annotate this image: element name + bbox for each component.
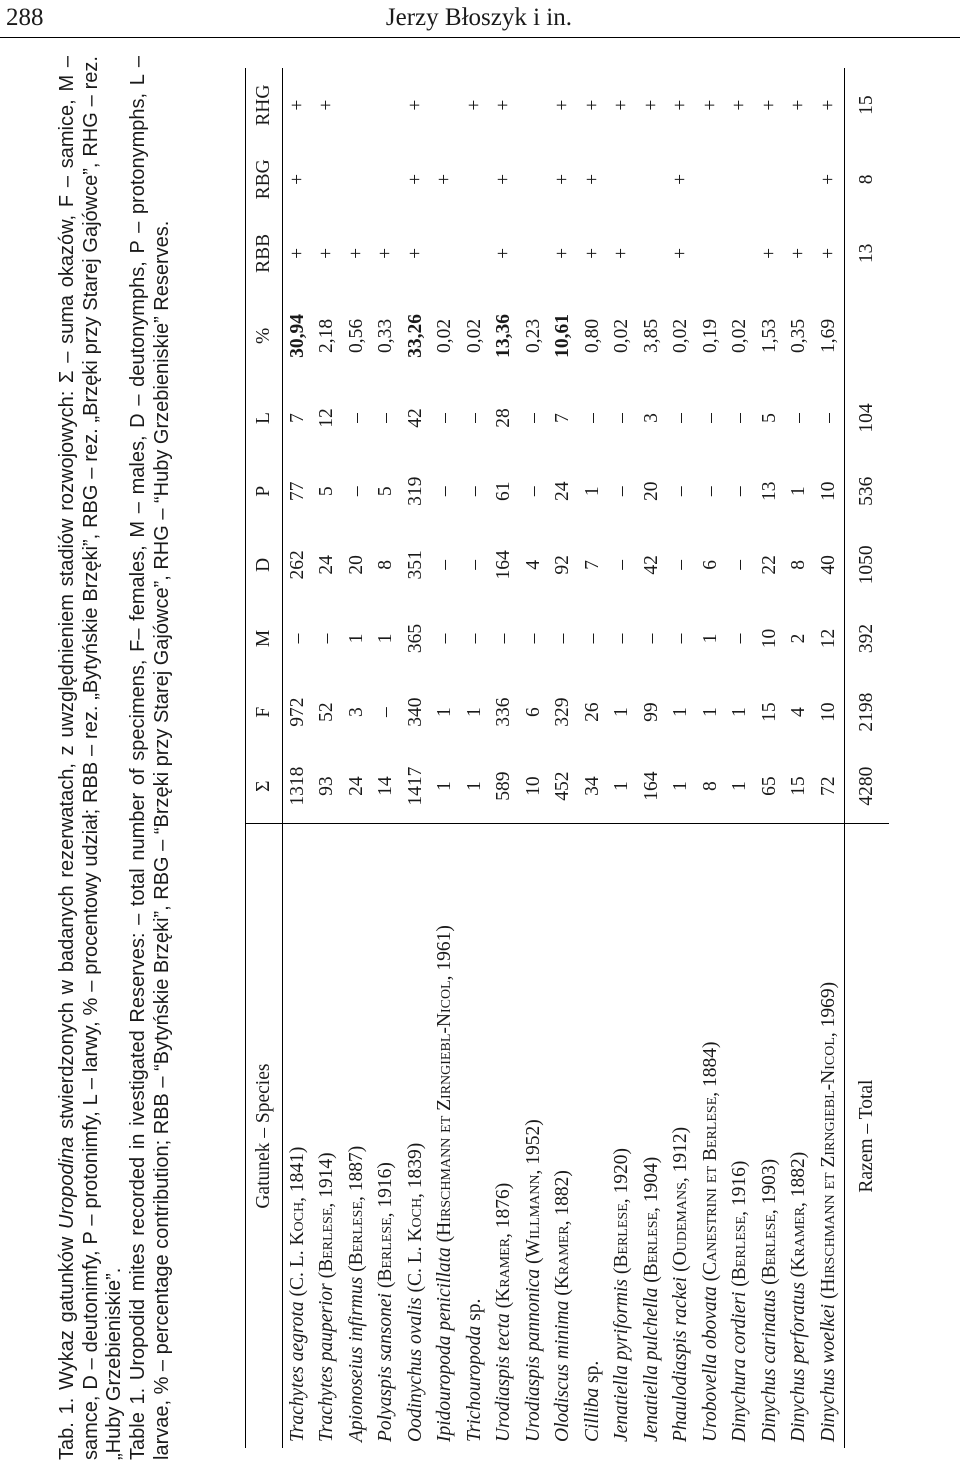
- header-rule: [0, 37, 960, 38]
- females-cell: –: [375, 707, 397, 718]
- males-cell: 12: [817, 628, 839, 649]
- rbg-cell: +: [552, 173, 574, 185]
- males-cell: –: [286, 633, 308, 644]
- rbg-cell: +: [670, 173, 692, 185]
- sum-cell: 164: [637, 749, 667, 824]
- deutonymphs-cell: 7: [581, 560, 603, 570]
- larvae-cell: 28: [493, 408, 515, 428]
- column-header: RBB: [246, 216, 283, 290]
- table-row: [696, 68, 726, 1448]
- table-row: [549, 68, 579, 1448]
- rhg-cell: +: [493, 99, 515, 111]
- sum-cell: 14: [372, 749, 402, 824]
- rhg-cell: +: [463, 99, 485, 111]
- species-name-cell: Phaulodiaspis rackei (Oudemans, 1912): [670, 1126, 692, 1442]
- rhg-cell: +: [670, 99, 692, 111]
- rbb-cell: +: [788, 247, 810, 259]
- females-cell: 6: [522, 707, 544, 718]
- deutonymphs-cell: 262: [286, 550, 308, 580]
- percent-cell: 0,02: [729, 318, 751, 353]
- protonymphs-cell: 20: [640, 481, 662, 501]
- deutonymphs-cell: 22: [758, 555, 780, 575]
- species-name-cell: Ipidouropoda penicillata (Hirschmann et Zirngiebl-Nicol, 1961): [434, 925, 456, 1442]
- protonymphs-cell: –: [729, 486, 751, 497]
- rhg-cell: +: [699, 99, 721, 111]
- rbg-cell: [460, 142, 490, 216]
- rbb-cell: [726, 216, 756, 290]
- sum-cell: 10: [519, 749, 549, 824]
- table-caption: [56, 56, 175, 1460]
- species-name-cell: Jenatiella pyriformis (Berlese, 1920): [611, 1148, 633, 1442]
- rbg-cell: [342, 142, 372, 216]
- rbb-cell: +: [581, 247, 603, 259]
- table-row: [372, 68, 402, 1448]
- females-cell: 4: [788, 707, 810, 718]
- larvae-cell: –: [522, 413, 544, 423]
- percent-cell: 0,56: [345, 318, 367, 353]
- species-name-cell: Trichouropoda sp.: [463, 1298, 485, 1442]
- females-cell: 1: [699, 707, 721, 718]
- larvae-cell: –: [611, 413, 633, 423]
- total-rbb-cell: 13: [844, 216, 889, 290]
- deutonymphs-cell: –: [729, 560, 751, 570]
- species-name-cell: Dinychus perforatus (Kramer, 1882): [788, 1151, 810, 1442]
- column-header: F: [246, 675, 283, 749]
- protonymphs-cell: 5: [316, 486, 338, 497]
- table-row: [313, 68, 343, 1448]
- larvae-cell: –: [670, 413, 692, 423]
- rhg-cell: [431, 68, 461, 142]
- species-name-cell: Trachytes pauperior (Berlese, 1914): [316, 1152, 338, 1442]
- rbg-cell: [696, 142, 726, 216]
- rbb-cell: +: [493, 247, 515, 259]
- percent-cell: 0,02: [463, 318, 485, 353]
- sum-cell: 15: [785, 749, 815, 824]
- rbg-cell: +: [493, 173, 515, 185]
- females-cell: 3: [345, 707, 367, 718]
- larvae-cell: –: [788, 413, 810, 423]
- males-cell: –: [522, 633, 544, 644]
- rhg-cell: [372, 68, 402, 142]
- total-d-cell: 1050: [844, 528, 889, 602]
- sum-cell: 24: [342, 749, 372, 824]
- species-name-cell: Trachytes aegrota (C. L. Koch, 1841): [286, 1146, 308, 1442]
- protonymphs-cell: 5: [375, 486, 397, 497]
- protonymphs-cell: 24: [552, 481, 574, 501]
- males-cell: –: [434, 633, 456, 644]
- species-name-cell: Apionoseius infirmus (Berlese, 1887): [345, 1145, 367, 1442]
- sum-cell: 1: [726, 749, 756, 824]
- males-cell: –: [316, 633, 338, 644]
- sum-cell: 452: [549, 749, 579, 824]
- protonymphs-cell: –: [611, 486, 633, 497]
- rbb-cell: +: [758, 247, 780, 259]
- rhg-cell: +: [817, 99, 839, 111]
- rbb-cell: +: [375, 247, 397, 259]
- running-header: [0, 0, 960, 40]
- percent-cell: 10,61: [552, 313, 574, 358]
- rhg-cell: +: [552, 99, 574, 111]
- larvae-cell: –: [729, 413, 751, 423]
- males-cell: 1: [699, 633, 721, 644]
- females-cell: 1: [434, 707, 456, 718]
- rbg-cell: [726, 142, 756, 216]
- females-cell: 1: [729, 707, 751, 718]
- rbb-cell: +: [316, 247, 338, 259]
- total-pct-cell: [844, 290, 889, 381]
- rbb-cell: +: [611, 247, 633, 259]
- total-sum-cell: 4280: [844, 749, 889, 824]
- protonymphs-cell: 13: [758, 481, 780, 501]
- protonymphs-cell: 319: [404, 476, 426, 506]
- deutonymphs-cell: –: [463, 560, 485, 570]
- total-m-cell: 392: [844, 602, 889, 675]
- larvae-cell: –: [817, 413, 839, 423]
- total-l-cell: 104: [844, 381, 889, 454]
- larvae-cell: 12: [316, 408, 338, 428]
- rhg-cell: +: [581, 99, 603, 111]
- percent-cell: 0,02: [434, 318, 456, 353]
- rbb-cell: [519, 216, 549, 290]
- rbg-cell: [785, 142, 815, 216]
- table-row: [667, 68, 697, 1448]
- species-name-cell: Urodiaspis tecta (Kramer, 1876): [493, 1182, 515, 1442]
- species-name-cell: Urodiaspis pannonica (Willmann, 1952): [522, 1119, 544, 1442]
- column-header: D: [246, 528, 283, 602]
- column-header: P: [246, 455, 283, 528]
- females-cell: 329: [552, 697, 574, 727]
- deutonymphs-cell: 42: [640, 555, 662, 575]
- protonymphs-cell: –: [434, 486, 456, 497]
- rbg-cell: +: [404, 173, 426, 185]
- males-cell: –: [493, 633, 515, 644]
- column-header: M: [246, 602, 283, 675]
- rhg-cell: +: [404, 99, 426, 111]
- rbg-cell: [372, 142, 402, 216]
- percent-cell: 1,53: [758, 318, 780, 353]
- males-cell: –: [581, 633, 603, 644]
- table-row: [755, 68, 785, 1448]
- larvae-cell: –: [581, 413, 603, 423]
- total-f-cell: 2198: [844, 675, 889, 749]
- protonymphs-cell: –: [699, 486, 721, 497]
- sum-cell: 34: [578, 749, 608, 824]
- sum-cell: 1417: [401, 749, 431, 824]
- protonymphs-cell: –: [670, 486, 692, 497]
- sum-cell: 93: [313, 749, 343, 824]
- deutonymphs-cell: 4: [522, 560, 544, 570]
- percent-cell: 0,33: [375, 318, 397, 353]
- rbb-cell: +: [552, 247, 574, 259]
- females-cell: 26: [581, 702, 603, 722]
- females-cell: 1: [463, 707, 485, 718]
- females-cell: 340: [404, 697, 426, 727]
- table-row: [490, 68, 520, 1448]
- species-table: [245, 68, 889, 1448]
- larvae-cell: 7: [552, 413, 574, 423]
- caption-polish: Tab. 1. Wykaz gatunków Uropodina stwierdzonych w badanych rezerwatach, z uwzględnieniem stadiów rozwojowych: Σ – suma okazów, F – samice, M – samce, D – deutonimfy, P – protonimfy, L – larwy, % – procentowy udział; RBB – rez. „Bytyńskie Brzęki”, RBG – rez. „Brzęki przy Starej Gajówce”, RHG – rez. „Huby Grzebieniskie”.: [56, 55, 126, 1460]
- rbg-cell: +: [581, 173, 603, 185]
- percent-cell: 30,94: [286, 313, 308, 358]
- protonymphs-cell: –: [522, 486, 544, 497]
- table-row: [401, 68, 431, 1448]
- rbb-cell: [431, 216, 461, 290]
- percent-cell: 0,35: [788, 318, 810, 353]
- table-row: [431, 68, 461, 1448]
- deutonymphs-cell: 164: [493, 550, 515, 580]
- sum-cell: 1: [431, 749, 461, 824]
- species-name-cell: Urobovella obovata (Canestrini et Berlese, 1884): [699, 1041, 721, 1442]
- protonymphs-cell: –: [463, 486, 485, 497]
- rbg-cell: [608, 142, 638, 216]
- percent-cell: 0,80: [581, 318, 603, 353]
- species-name-cell: Oodinychus ovalis (C. L. Koch, 1839): [404, 1142, 426, 1442]
- running-head-author: Jerzy Błoszyk i in.: [385, 4, 572, 31]
- species-name-cell: Jenatiella pulchella (Berlese, 1904): [640, 1156, 662, 1442]
- table-row: [814, 68, 844, 1448]
- rhg-cell: +: [788, 99, 810, 111]
- deutonymphs-cell: 6: [699, 560, 721, 570]
- protonymphs-cell: 1: [788, 486, 810, 497]
- males-cell: 1: [345, 633, 367, 644]
- protonymphs-cell: 10: [817, 481, 839, 501]
- percent-cell: 33,26: [404, 313, 426, 358]
- larvae-cell: 7: [286, 413, 308, 423]
- females-cell: 1: [670, 707, 692, 718]
- table-body: [283, 68, 845, 1448]
- rhg-cell: +: [316, 99, 338, 111]
- rbb-cell: +: [345, 247, 367, 259]
- rbb-cell: +: [670, 247, 692, 259]
- rbg-cell: +: [286, 173, 308, 185]
- table-row: [608, 68, 638, 1448]
- total-rbg-cell: 8: [844, 142, 889, 216]
- caption-english: Table 1. Uropodid mites recorded in ivestigated Reserves: – total number of specimens, F– females, M – males, D – deutonymphs, P – protonymphs, L – larvae, % – percentage contribution; RBB – “Bytyńskie Brzęki”, RBG – “Brzęki przy Starej Gajówce”, RHG – “Huby Grzebieniskie” Reserves.: [127, 56, 173, 1460]
- rbg-cell: [637, 142, 667, 216]
- sum-cell: 65: [755, 749, 785, 824]
- sum-cell: 1: [667, 749, 697, 824]
- percent-cell: 0,02: [670, 318, 692, 353]
- rbb-cell: [696, 216, 726, 290]
- rbg-cell: [313, 142, 343, 216]
- deutonymphs-cell: 351: [404, 550, 426, 580]
- species-name-cell: Dinychus carinatus (Berlese, 1903): [758, 1158, 780, 1442]
- rbb-cell: [637, 216, 667, 290]
- deutonymphs-cell: 92: [552, 555, 574, 575]
- column-header: L: [246, 381, 283, 454]
- larvae-cell: –: [699, 413, 721, 423]
- protonymphs-cell: –: [345, 486, 367, 497]
- rbg-cell: +: [817, 173, 839, 185]
- deutonymphs-cell: 40: [817, 555, 839, 575]
- table-header-row: [246, 68, 283, 1448]
- rbb-cell: +: [286, 247, 308, 259]
- percent-cell: 2,18: [316, 318, 338, 353]
- table-row: [460, 68, 490, 1448]
- species-name-cell: Dinychura cordieri (Berlese, 1916): [729, 1160, 751, 1442]
- total-rhg-cell: 15: [844, 68, 889, 142]
- males-cell: –: [552, 633, 574, 644]
- rbb-cell: +: [817, 247, 839, 259]
- males-cell: –: [729, 633, 751, 644]
- table-row: [726, 68, 756, 1448]
- sum-cell: 1318: [283, 749, 313, 824]
- males-cell: 10: [758, 628, 780, 649]
- females-cell: 972: [286, 697, 308, 727]
- column-header: RBG: [246, 142, 283, 216]
- larvae-cell: –: [434, 413, 456, 423]
- rhg-cell: [519, 68, 549, 142]
- protonymphs-cell: 77: [286, 481, 308, 501]
- page-number: 288: [6, 4, 44, 31]
- table-total-row: [844, 68, 889, 1448]
- rbg-cell: [755, 142, 785, 216]
- females-cell: 1: [611, 707, 633, 718]
- larvae-cell: –: [345, 413, 367, 423]
- deutonymphs-cell: 24: [316, 555, 338, 575]
- table-row: [785, 68, 815, 1448]
- rbb-cell: +: [404, 247, 426, 259]
- larvae-cell: 42: [404, 408, 426, 428]
- males-cell: 2: [788, 633, 810, 644]
- rotated-table-page: [0, 40, 960, 1484]
- females-cell: 52: [316, 702, 338, 722]
- deutonymphs-cell: –: [434, 560, 456, 570]
- rhg-cell: +: [729, 99, 751, 111]
- percent-cell: 0,23: [522, 318, 544, 353]
- rhg-cell: [342, 68, 372, 142]
- protonymphs-cell: 1: [581, 486, 603, 497]
- rbb-cell: [460, 216, 490, 290]
- sum-cell: 72: [814, 749, 844, 824]
- males-cell: –: [463, 633, 485, 644]
- males-cell: –: [640, 633, 662, 644]
- table-row: [519, 68, 549, 1448]
- males-cell: 365: [404, 623, 426, 654]
- larvae-cell: –: [375, 413, 397, 423]
- deutonymphs-cell: 8: [788, 560, 810, 570]
- sum-cell: 1: [608, 749, 638, 824]
- females-cell: 99: [640, 702, 662, 722]
- total-p-cell: 536: [844, 455, 889, 528]
- rhg-cell: +: [611, 99, 633, 111]
- deutonymphs-cell: 8: [375, 560, 397, 570]
- percent-cell: 3,85: [640, 318, 662, 353]
- rhg-cell: +: [640, 99, 662, 111]
- deutonymphs-cell: –: [611, 560, 633, 570]
- species-name-cell: Dinychus woelkei (Hirschmann et Zirngiebl-Nicol, 1969): [817, 981, 839, 1442]
- column-header: Σ: [246, 749, 283, 824]
- species-name-cell: Polyaspis sansonei (Berlese, 1916): [375, 1162, 397, 1442]
- sum-cell: 1: [460, 749, 490, 824]
- sum-cell: 8: [696, 749, 726, 824]
- rbg-cell: +: [434, 173, 456, 185]
- males-cell: –: [611, 633, 633, 644]
- table-row: [283, 68, 313, 1448]
- females-cell: 10: [817, 702, 839, 722]
- males-cell: 1: [375, 633, 397, 644]
- percent-cell: 0,02: [611, 318, 633, 353]
- females-cell: 15: [758, 702, 780, 722]
- protonymphs-cell: 61: [493, 481, 515, 501]
- table-row: [637, 68, 667, 1448]
- column-header: RHG: [246, 68, 283, 142]
- column-header: %: [246, 290, 283, 381]
- males-cell: –: [670, 633, 692, 644]
- females-cell: 336: [493, 697, 515, 727]
- sum-cell: 589: [490, 749, 520, 824]
- percent-cell: 13,36: [493, 313, 515, 358]
- larvae-cell: 5: [758, 413, 780, 423]
- table-row: [578, 68, 608, 1448]
- percent-cell: 0,19: [699, 318, 721, 353]
- rbg-cell: [519, 142, 549, 216]
- deutonymphs-cell: 20: [345, 555, 367, 575]
- larvae-cell: 3: [640, 413, 662, 423]
- table-row: [342, 68, 372, 1448]
- percent-cell: 1,69: [817, 318, 839, 353]
- rhg-cell: +: [286, 99, 308, 111]
- species-name-cell: Olodiscus minima (Kramer, 1882): [552, 1170, 574, 1442]
- deutonymphs-cell: –: [670, 560, 692, 570]
- total-label-cell: Razem – Total: [844, 824, 889, 1448]
- species-name-cell: Cilliba sp.: [581, 1360, 603, 1442]
- larvae-cell: –: [463, 413, 485, 423]
- column-header: Gatunek – Species: [246, 824, 283, 1448]
- rhg-cell: +: [758, 99, 780, 111]
